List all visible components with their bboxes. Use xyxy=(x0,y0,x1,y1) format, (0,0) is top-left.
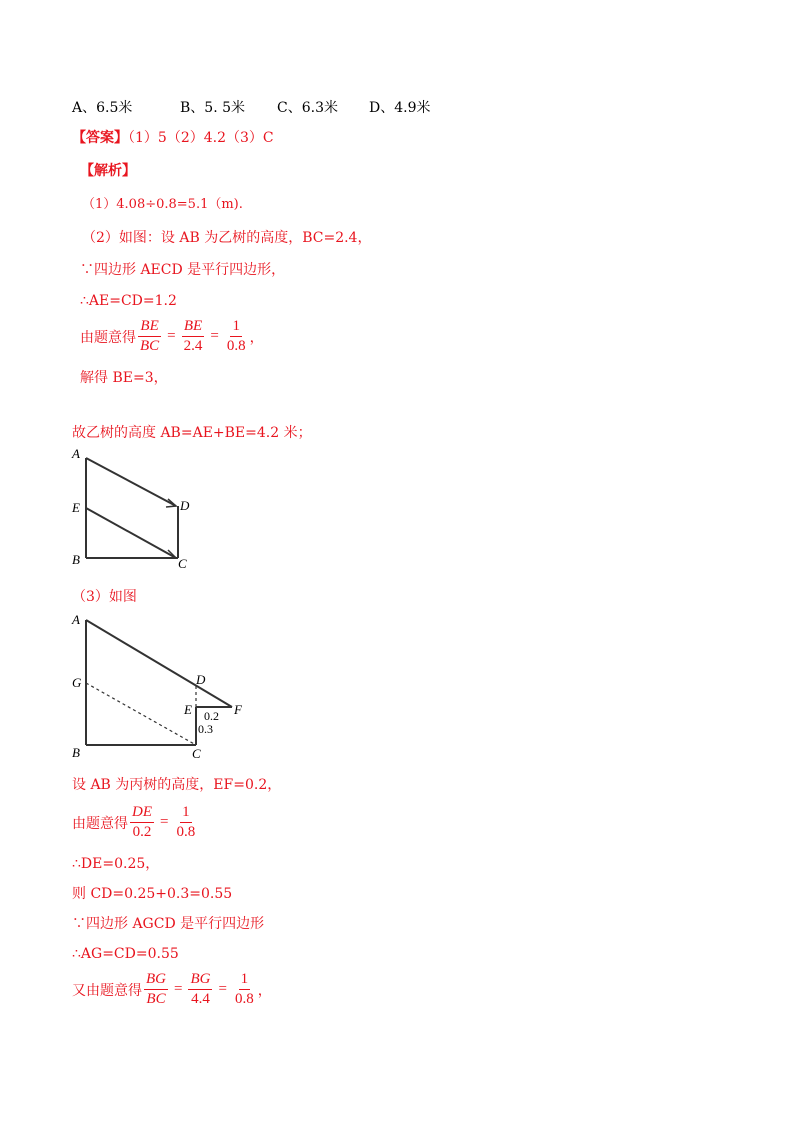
label-e: E xyxy=(72,500,80,515)
eq2-f2-den: 0.8 xyxy=(176,824,196,840)
eq3-fraction-2 xyxy=(188,971,212,1008)
eq3-fraction-3 xyxy=(233,971,256,1008)
label-a: A xyxy=(72,446,80,461)
eq2-f1-num: DE xyxy=(130,804,154,823)
segment-ec xyxy=(86,508,176,558)
option-a: A、6.5米 xyxy=(72,100,133,116)
equals-sign: = xyxy=(167,328,176,344)
eq2-fraction-2 xyxy=(174,804,197,841)
eq3-fraction-1 xyxy=(144,971,168,1008)
eq3-f3-num: 1 xyxy=(239,971,251,990)
segment-ad xyxy=(86,458,176,506)
answer-tag: 【答案】 xyxy=(72,130,128,146)
analysis-p9: ∴DE=0.25， xyxy=(72,856,160,872)
label-ec-length: 0.3 xyxy=(198,722,213,736)
eq1-f1-num: BE xyxy=(138,318,160,337)
eq1-f2-den: 2.4 xyxy=(183,338,203,354)
label-c: C xyxy=(178,556,187,571)
equation-1 xyxy=(80,318,264,355)
segment-af xyxy=(86,620,232,707)
analysis-p6: 故乙树的高度 AB=AE+BE=4.2 米； xyxy=(72,425,312,441)
label-ef-length: 0.2 xyxy=(204,709,219,723)
eq1-fraction-3 xyxy=(225,318,248,355)
eq3-f3-den: 0.8 xyxy=(234,991,254,1007)
eq2-f2-num: 1 xyxy=(180,804,192,823)
analysis-p8: 设 AB 为丙树的高度，EF=0.2， xyxy=(72,777,282,793)
analysis-p12: ∴AG=CD=0.55 xyxy=(72,946,179,962)
eq3-suffix: ， xyxy=(257,982,272,999)
option-d: D、4.9米 xyxy=(369,100,431,116)
eq1-fraction-2 xyxy=(182,318,205,355)
eq3-f2-num: BG xyxy=(188,971,212,990)
label-f: F xyxy=(234,702,242,717)
figure-2-diagram xyxy=(66,610,256,760)
eq3-prefix: 又由题意得 xyxy=(72,982,142,999)
equals-sign: = xyxy=(160,814,169,830)
label-d: D xyxy=(196,672,206,687)
equals-sign: = xyxy=(210,328,219,344)
eq1-f3-num: 1 xyxy=(230,318,242,337)
eq3-f1-num: BG xyxy=(144,971,168,990)
eq1-f2-num: BE xyxy=(182,318,204,337)
equation-3 xyxy=(72,971,272,1008)
answer-text: （1）5（2）4.2（3）C xyxy=(128,130,274,146)
eq3-f2-den: 4.4 xyxy=(191,991,210,1007)
analysis-p4: ∴AE=CD=1.2 xyxy=(80,293,177,309)
label-b: B xyxy=(72,552,80,567)
eq1-prefix: 由题意得 xyxy=(80,329,136,346)
answer-line xyxy=(72,129,274,147)
label-a: A xyxy=(72,612,80,627)
analysis-p11: ∵四边形 AGCD 是平行四边形 xyxy=(72,916,265,932)
eq3-f1-den: BC xyxy=(146,991,166,1007)
option-c: C、6.3米 xyxy=(277,100,338,116)
label-e: E xyxy=(184,702,192,717)
label-g: G xyxy=(72,675,82,690)
eq1-suffix: ， xyxy=(249,329,264,346)
eq2-prefix: 由题意得 xyxy=(72,815,128,832)
label-d: D xyxy=(180,498,190,513)
eq2-fraction-1 xyxy=(130,804,154,841)
analysis-tag: 【解析】 xyxy=(80,163,136,179)
label-c: C xyxy=(192,746,201,760)
eq1-f1-den: BC xyxy=(140,338,160,354)
figure-1-diagram xyxy=(66,446,206,576)
eq1-fraction-1 xyxy=(138,318,161,355)
equals-sign: = xyxy=(218,981,227,997)
analysis-p1: （1）4.08÷0.8=5.1（m). xyxy=(82,197,243,212)
eq2-f1-den: 0.2 xyxy=(132,824,152,840)
analysis-p10: 则 CD=0.25+0.3=0.55 xyxy=(72,886,233,902)
analysis-p2: （2）如图：设 AB 为乙树的高度，BC=2.4， xyxy=(82,230,372,246)
eq1-f3-den: 0.8 xyxy=(226,338,246,354)
analysis-p5: 解得 BE=3， xyxy=(80,370,168,386)
dashed-gc xyxy=(86,683,196,745)
label-b: B xyxy=(72,745,80,760)
analysis-p3: ∵四边形 AECD 是平行四边形， xyxy=(80,262,286,278)
equals-sign: = xyxy=(174,981,183,997)
option-b: B、5. 5米 xyxy=(180,100,246,116)
analysis-p7: （3）如图 xyxy=(72,589,137,605)
equation-2 xyxy=(72,804,199,841)
